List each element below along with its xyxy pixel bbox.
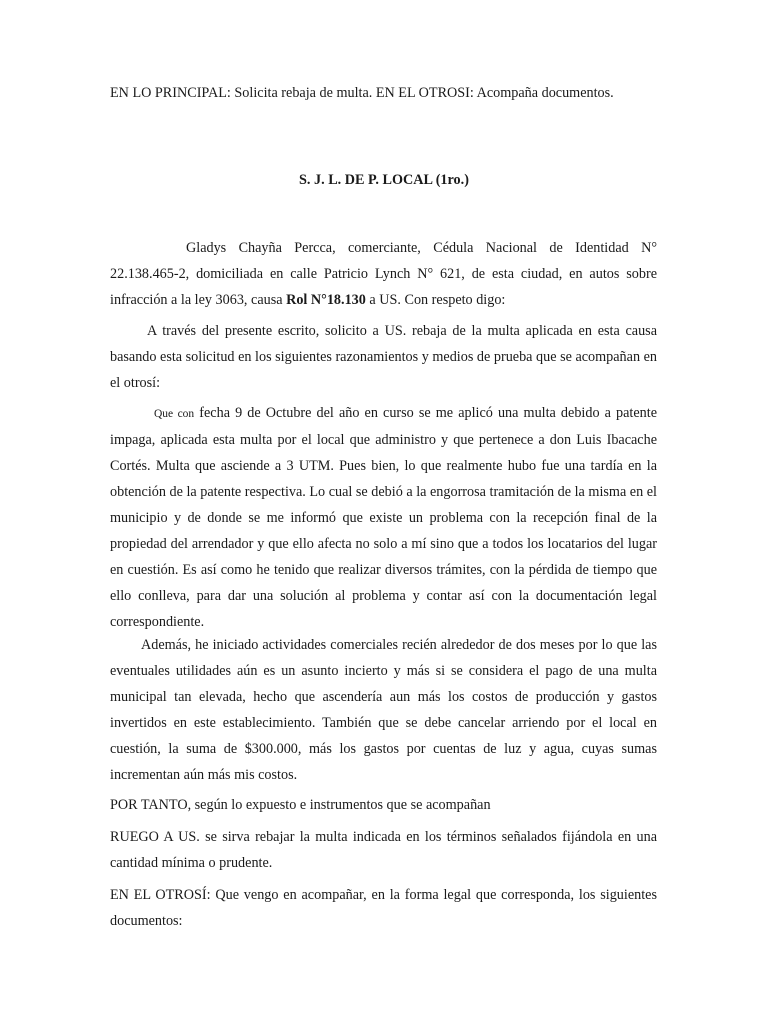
otrosi-paragraph: EN EL OTROSÍ: Que vengo en acompañar, en la forma legal que corresponda, los siguientes documentos: — [110, 887, 657, 929]
facts-paragraph — [110, 400, 657, 635]
petition-paragraph: RUEGO A US. se sirva rebajar la multa indicada en los términos señalados fijándola en una cantidad mínima o prudente. — [110, 829, 657, 871]
additional-paragraph: Además, he iniciado actividades comerciales recién alrededor de dos meses por lo que las eventuales utilidades aún es un asunto incierto y más si se considera el pago de una multa municipal tan elevada, hecho que ascendería aun más los costos de producción y gastos invertidos en este establecimiento. También que se debe cancelar arriendo por el local en cuestión, la suma de $300.000, más los gastos por cuentas de luz y agua, cuyas sumas incrementan aún más mis costos. — [110, 637, 657, 783]
document-heading: EN LO PRINCIPAL: Solicita rebaja de multa. EN EL OTROSI: Acompaña documentos. — [110, 85, 614, 101]
intro-paragraph — [110, 235, 657, 313]
intro-text: Gladys Chayña Percca, comerciante, Cédula Nacional de Identidad N° 22.138.465-2, domiciliada en calle Patricio Lynch N° 621, de esta ciudad, en autos sobre infracción a la ley 3063, causa — [110, 240, 657, 308]
facts-text: fecha 9 de Octubre del año en curso se me aplicó una multa debido a patente impaga, aplicada esta multa por el local que administro y que pertenece a don Luis Ibacache Cortés. Multa que asciende a 3 UTM. Pues bien, lo que realmente hubo fue una tardía en la obtención de la patente respectiva. Lo cual se debió a la engorrosa tramitación de la misma en el municipio y de donde se me informó que existe un problema con la recepción final de la propiedad del arrendador y que ello afecta no solo a mí sino que a todos los locatarios del lugar en cuestión. Es así como he tenido que realizar diversos trámites, con la pérdida de tiempo que ello conlleva, para dar una solución al problema y contar así con la documentación legal correspondiente. — [110, 405, 657, 630]
facts-lead: Que con — [154, 408, 195, 420]
request-paragraph: A través del presente escrito, solicito a US. rebaja de la multa aplicada en esta causa basando esta solicitud en los siguientes razonamientos y medios de prueba que se acompañan en el otrosí: — [110, 323, 657, 391]
therefore-paragraph: POR TANTO, según lo expuesto e instrumentos que se acompañan — [110, 797, 491, 813]
case-number: Rol N°18.130 — [286, 292, 366, 308]
court-title: S. J. L. DE P. LOCAL (1ro.) — [299, 172, 469, 188]
intro-closing: a US. Con respeto digo: — [365, 292, 506, 308]
